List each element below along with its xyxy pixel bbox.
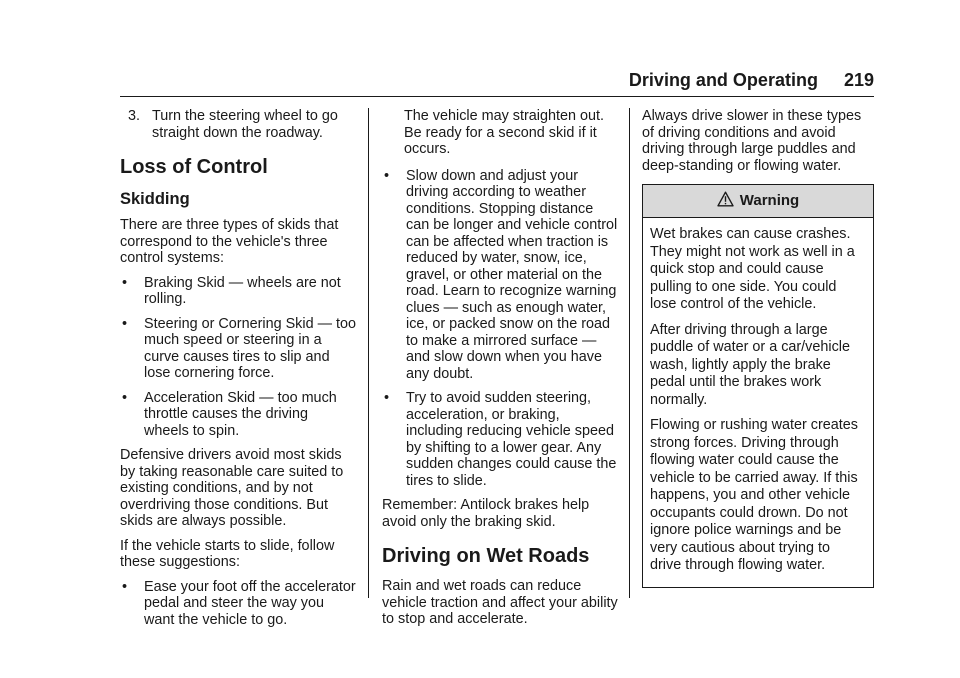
list-item <box>382 168 618 383</box>
step-item <box>120 108 356 141</box>
warning-paragraph: Flowing or rushing water creates strong forces. Driving through flowing water could cause the vehicle to be carried away. If this happens, you and other vehicle occupants could drown. Do not ignore police warnings and be very cautious about trying to drive through flowing water. <box>650 417 858 573</box>
warning-triangle-icon <box>717 191 734 212</box>
bullet-marker: • <box>384 390 390 406</box>
column-divider <box>368 108 369 598</box>
step-number: 3. <box>128 108 141 124</box>
paragraph: Rain and wet roads can reduce vehicle traction and affect your ability to stop and accelerate. <box>382 578 618 627</box>
list-item <box>120 579 356 629</box>
page-header <box>120 70 874 97</box>
warning-title: Warning <box>739 191 800 209</box>
heading-loss-of-control: Loss of Control <box>120 156 268 178</box>
paragraph: If the vehicle starts to slide, follow these suggestions: <box>120 537 335 570</box>
column-right <box>642 108 874 588</box>
list-item-text: Braking Skid — wheels are not rolling. <box>144 274 341 307</box>
list-item-text: Slow down and adjust your driving according to weather conditions. Stopping distance can be longer and vehicle control can be affected when traction is reduced by water, snow, ice, gravel, or other material on the road. Learn to recognize warning clues — such as enough water, ice, or packed snow on the road to make a mirrored surface — and slow down when you have any doubt. <box>406 167 618 382</box>
paragraph: Always drive slower in these types of driving conditions and avoid driving through large puddles and deep-standing or flowing water. <box>642 108 862 174</box>
bullet-marker: • <box>122 315 128 332</box>
column-middle <box>382 108 618 636</box>
bullet-marker: • <box>122 389 128 406</box>
list-item <box>120 316 356 382</box>
list-item-text: Ease your foot off the accelerator pedal and steer the way you want the vehicle to go. <box>144 578 356 628</box>
heading-driving-on-wet-roads: Driving on Wet Roads <box>382 545 590 567</box>
column-left <box>120 108 356 636</box>
warning-header <box>643 185 873 218</box>
section-title: Driving and Operating <box>628 70 818 90</box>
bullet-marker: • <box>122 274 128 291</box>
paragraph: Defensive drivers avoid most skids by taking reasonable care suited to existing conditions, and by not overdriving those conditions. But skids are always possible. <box>120 447 344 529</box>
continuation-text: The vehicle may straighten out. Be ready for a second skid if it occurs. <box>404 108 604 157</box>
list-item <box>120 275 356 308</box>
subheading-skidding: Skidding <box>120 190 190 208</box>
bullet-marker: • <box>384 167 390 184</box>
paragraph: There are three types of skids that correspond to the vehicle's three control systems: <box>120 217 339 266</box>
warning-box <box>642 184 874 588</box>
page-number: 219 <box>843 70 874 90</box>
warning-paragraph: After driving through a large puddle of water or a car/vehicle wash, lightly apply the brake pedal until the brakes work normally. <box>650 321 850 408</box>
list-item-text: Steering or Cornering Skid — too much speed or steering in a curve causes tires to slip and lose cornering force. <box>144 315 356 381</box>
list-item <box>120 390 356 440</box>
warning-paragraph: Wet brakes can cause crashes. They might not work as well in a quick stop and could cause pulling to one side. You could lose control of the vehicle. <box>650 226 855 312</box>
list-item <box>382 390 618 489</box>
list-item-text: Acceleration Skid — too much throttle causes the driving wheels to spin. <box>144 389 337 439</box>
step-text: Turn the steering wheel to go straight down the roadway. <box>152 108 338 141</box>
column-divider <box>629 108 630 598</box>
warning-body <box>643 218 873 587</box>
list-item-text: Try to avoid sudden steering, acceleration, or braking, including reducing vehicle speed by shifting to a lower gear. Any sudden changes could cause the tires to slide. <box>406 390 617 489</box>
bullet-marker: • <box>122 578 128 595</box>
paragraph: Remember: Antilock brakes help avoid only the braking skid. <box>382 497 590 530</box>
